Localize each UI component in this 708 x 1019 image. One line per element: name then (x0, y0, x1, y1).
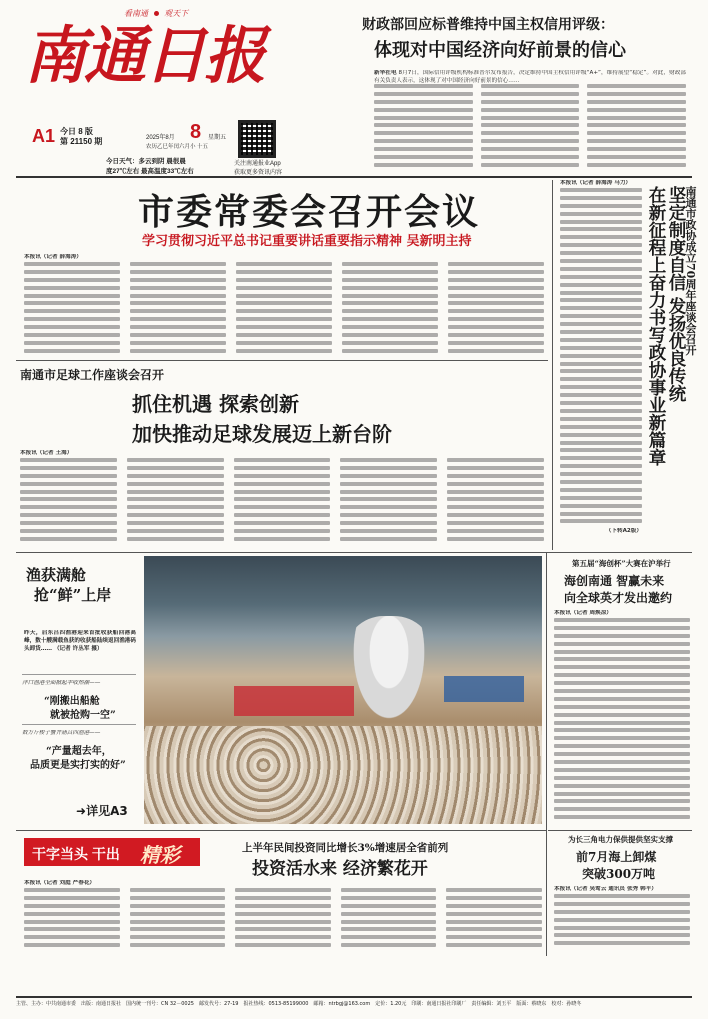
app-promo-1: 关注南通报业App (234, 161, 281, 167)
investment-byline: 本报讯（记者 刘庭 严春花） (24, 880, 96, 886)
football-kicker: 南通市足球工作座谈会召开 (20, 368, 165, 382)
power-headline-2[interactable]: 突破300万吨 (582, 867, 656, 881)
side-story-continued[interactable]: （下转A2版） (605, 528, 642, 534)
banner-text: 干字当头 干出 (32, 846, 120, 862)
main-headline[interactable]: 市委常委会召开会议 (138, 191, 481, 233)
weather-line-1: 今日天气：多云到阴 晨很晨 (106, 158, 186, 165)
footer-sponsor: 主管、主办：中共南通市委 (16, 1001, 77, 1007)
date-lunar: 农历乙巳年闰六月小 十五 (146, 144, 209, 150)
investment-kicker: 上半年民间投资同比增长3%增速居全省前列 (242, 842, 449, 854)
footer-price: 定价：1.20元 (375, 1001, 407, 1007)
footer-editor-3: 校对：孙晓冬 (551, 1001, 582, 1007)
top-story-text: 8月7日，国际信用评级机构标准普尔发布报告，决定维持中国主权信用评级“A+”，维持展望“稳定”。对此，财政部有关负责人表示，这体现了对中国经济向好前景的信心…… (374, 70, 686, 84)
fishing-sub2-title-2[interactable]: 品质更是实打实的好” (30, 760, 126, 771)
top-story (352, 12, 688, 172)
side-story-body (560, 180, 642, 544)
fishing-section (16, 556, 542, 828)
main-body (24, 254, 544, 354)
footer-print: 印刷：南通日报社印刷厂 (411, 1001, 467, 1007)
top-story-body (374, 84, 686, 168)
football-story (16, 364, 546, 552)
investment-story (16, 834, 546, 956)
fishing-caption: 昨天，启东吕四渔港迎来首批收获船回港高峰，数十艘满载鱼获的收获船陆续返回渔港码头卸货…… （记者 许丛军 摄） (24, 630, 136, 652)
top-story-lead (374, 70, 686, 170)
masthead-slogan (124, 8, 188, 19)
photo-credit: （记者 许丛军 摄） (53, 645, 103, 652)
competition-byline: 本报讯（记者 周焕凉） (554, 610, 612, 616)
side-headline-col3: 在新征程上奋力书写政协事业新篇章 (646, 186, 666, 466)
top-story-dateline: 新华社电 (374, 70, 397, 76)
footer-email[interactable]: 邮箱：ntrbgj@163.com (313, 1001, 371, 1007)
footer-hotline: 报社热线：0513-85199000 (243, 1001, 309, 1007)
main-story (16, 180, 546, 358)
issue-number: 第 21150 期 (60, 137, 103, 146)
competition-kicker: 第五届“海创杯”大赛在沪举行 (572, 559, 671, 568)
power-byline: 本报讯（记者 吴莺云 通讯员 张秀 韩平） (554, 886, 657, 892)
slogan-dot (154, 11, 159, 16)
side-headline-col1[interactable]: 南通市政协成立70周年座谈会召开 (684, 186, 697, 356)
top-story-headline[interactable]: 体现对中国经济向好前景的信心 (374, 40, 626, 61)
fishing-title-1[interactable]: 渔获满舱 (26, 566, 87, 584)
power-headline-1[interactable]: 前7月海上卸煤 (576, 850, 657, 864)
main-byline: 本报讯（记者 薛海涛） (24, 254, 82, 260)
side-headline-col2: 坚定制度自信 发扬优良传统 (666, 186, 686, 403)
football-headline-2[interactable]: 加快推动足球发展迈上新台阶 (132, 422, 392, 446)
date-day: 8 (190, 121, 202, 143)
fishing-sub2-title-1[interactable]: “产量超去年， (46, 746, 112, 757)
investment-banner (24, 838, 200, 866)
competition-story (550, 556, 692, 830)
footer-editor-2: 版面：蔡晓东 (516, 1001, 547, 1007)
side-story (556, 180, 696, 552)
football-headline-1[interactable]: 抓住机遇 探索创新 (132, 392, 299, 416)
power-body (554, 886, 690, 954)
fishing-sub1-title-2[interactable]: 就被抢购一空” (50, 710, 116, 721)
fishing-photo[interactable] (144, 556, 542, 824)
top-story-kicker: 财政部回应标普维持中国主权信用评级： (362, 17, 614, 33)
slogan-1: 看南通 (124, 9, 148, 18)
footer-editor-1: 责任编辑：刘玉平 (471, 1001, 512, 1007)
see-more-link[interactable]: ➜详见A3 (76, 804, 128, 818)
slogan-2: 观天下 (164, 9, 189, 18)
footer-publisher: 出版：南通日报社 (81, 1001, 122, 1007)
crate-blue (444, 676, 524, 702)
footer (16, 1000, 692, 1014)
pages-today: 今日 8 版 (60, 127, 93, 136)
fisherman-figure (344, 616, 434, 736)
power-story (550, 832, 692, 956)
fishing-title-2[interactable]: 抢“鲜”上岸 (34, 586, 112, 604)
fishing-sub1-kicker: 洋口渔港全面掀起丰收热潮—— (22, 680, 101, 686)
crate-red (234, 686, 354, 716)
date-weekday: 星期五 (208, 135, 227, 141)
competition-headline-1[interactable]: 海创南通 智赢未来 (564, 574, 665, 588)
side-story-byline: 本报讯（记者 薛海涛 马力） (560, 180, 632, 186)
competition-body (554, 610, 690, 826)
catch-pile (144, 726, 542, 824)
footer-cn: 国内统一刊号：CN 32－0025 (126, 1001, 194, 1007)
masthead-title: 南通日报 (24, 19, 265, 92)
edition-number: A1 (32, 126, 56, 146)
investment-body (24, 880, 542, 954)
power-kicker: 为长三角电力保供提供坚实支撑 (568, 835, 673, 844)
competition-headline-2[interactable]: 向全球英才发出邀约 (564, 591, 673, 605)
football-byline: 本报讯（记者 王海） (20, 450, 73, 456)
footer-postal: 邮发代号：27-19 (198, 1001, 239, 1007)
investment-headline[interactable]: 投资活水来 经济繁花开 (252, 859, 428, 879)
weather-line-2: 度27℃左右 最高温度33℃左右 (106, 168, 194, 175)
arrow-right-icon: ➜ (76, 804, 87, 818)
masthead (24, 8, 342, 176)
fishing-sub2-kicker: 数万斤梭子蟹齐涌吕四渔港—— (22, 730, 101, 736)
football-body (20, 450, 544, 548)
main-subhead: 学习贯彻习近平总书记重要讲话重要指示精神 吴新明主持 (142, 234, 472, 249)
qr-code-icon[interactable] (238, 120, 276, 158)
banner-accent: 精彩 (140, 843, 180, 867)
app-promo-2: 获取更多资讯内容 (234, 170, 283, 176)
fishing-sub1-title-1[interactable]: “刚搬出船舱 (44, 696, 100, 707)
date-year-month: 2025年8月 (146, 135, 175, 141)
